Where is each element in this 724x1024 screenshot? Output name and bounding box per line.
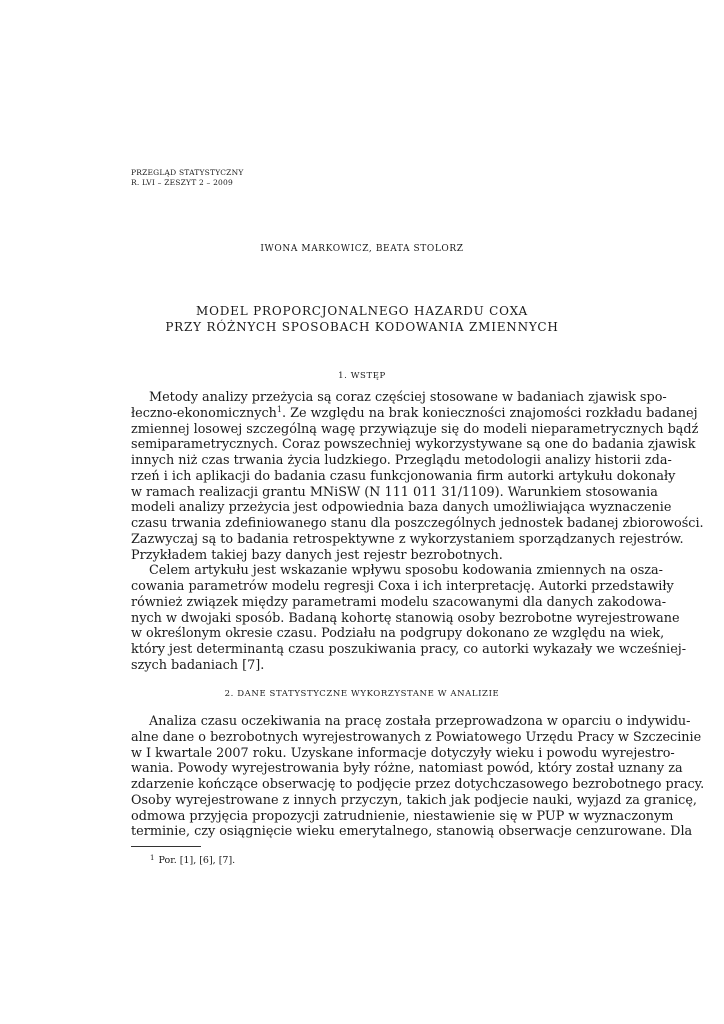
authors: IWONA MARKOWICZ, BEATA STOLORZ	[260, 244, 464, 254]
title-line-2: PRZY RÓŻNYCH SPOSOBACH KODOWANIA ZMIENNYCH	[165, 320, 559, 334]
paragraph-line: innych niż czas trwania życia ludzkiego. Przeglądu metodologii analizy historii zda-	[131, 453, 672, 468]
paragraph-line: Przykładem takiej bazy danych jest rejestr bezrobotnych.	[131, 547, 503, 563]
section-heading-introduction: 1. WSTĘP	[338, 371, 386, 381]
paragraph-line: alne dane o bezrobotnych wyrejestrowanych z Powiatowego Urzędu Pracy w Szczecinie	[131, 729, 702, 745]
line-fragment: łeczno-ekonomicznych	[131, 405, 277, 421]
paragraph-line: szych badaniach [7].	[131, 657, 265, 673]
paragraph-line: semiparametrycznych. Coraz powszechniej wykorzystywane są one do badania zjawisk	[131, 437, 696, 453]
paragraph-line: Analiza czasu oczekiwania na pracę została przeprowadzona w oparciu o indywidu-	[149, 714, 691, 729]
footnote-text: Por. [1], [6], [7].	[158, 855, 236, 866]
paragraph-line: Celem artykułu jest wskazanie wpływu sposobu kodowania zmiennych na osza-	[149, 563, 664, 579]
journal-name: PRZEGLĄD STATYSTYCZNY	[131, 168, 244, 177]
paragraph-line: również związek między parametrami modelu szacowanymi dla danych zakodowa-	[131, 594, 667, 610]
paragraph-line: w określonym okresie czasu. Podziału na podgrupy dokonano ze względu na wiek,	[131, 626, 665, 642]
footnote	[150, 852, 235, 867]
article-title	[131, 303, 593, 335]
paragraph-line: Zazwyczaj są to badania retrospektywne z wykorzystaniem sporządzanych rejestrów.	[131, 531, 684, 547]
paragraph-line: rzeń i ich aplikacji do badania czasu funkcjonowania firm autorki artykułu dokonały	[131, 468, 676, 484]
line-fragment: . Ze względu na brak konieczności znajomości rozkładu badanej	[282, 405, 698, 421]
journal-header	[131, 168, 243, 188]
paragraph-line: nych w dwojaki sposób. Badaną kohortę stanowią osoby bezrobotne wyrejestrowane	[131, 610, 680, 626]
section-heading-data: 2. DANE STATYSTYCZNE WYKORZYSTANE W ANALIZIE	[224, 689, 500, 699]
paragraph-line: który jest determinantą czasu poszukiwania pracy, co autorki wykazały we wcześniej-	[131, 642, 687, 657]
section-body-introduction	[131, 390, 704, 674]
section-body-data	[131, 714, 705, 840]
paragraph-line: zmiennej losowej szczególną wagę przywiązuje się do modeli nieparametrycznych bądź	[131, 421, 699, 437]
paragraph-line: w I kwartale 2007 roku. Uzyskane informacje dotyczyły wieku i powodu wyrejestro-	[131, 745, 675, 761]
footnote-reference: 1	[276, 404, 282, 414]
paragraph-line: zdarzenie kończące obserwację to podjęcie przez dotychczasowego bezrobotnego pracy.	[131, 777, 705, 792]
paragraph-line	[131, 404, 698, 422]
paragraph-line: Metody analizy przeżycia są coraz częściej stosowane w badaniach zjawisk spo-	[149, 390, 667, 405]
paragraph-line: czasu trwania zdefiniowanego stanu dla poszczególnych jednostek badanej zbiorowości.	[131, 516, 704, 531]
paragraph-line: wania. Powody wyrejestrowania były różne, natomiast powód, który został uznany za	[131, 761, 683, 777]
paragraph-line: odmowa przyjęcia propozycji zatrudnienie, niestawienie się w PUP w wyznaczonym	[131, 808, 674, 824]
footnote-divider	[131, 846, 201, 847]
paragraph-line: Osoby wyrejestrowane z innych przyczyn, takich jak podjecie nauki, wyjazd za granicę,	[131, 792, 697, 808]
paragraph-line: w ramach realizacji grantu MNiSW (N 111 011 31/1109). Warunkiem stosowania	[131, 484, 658, 500]
paragraph-line: modeli analizy przeżycia jest odpowiednia baza danych umożliwiająca wyznaczenie	[131, 500, 672, 516]
paragraph-line: terminie, czy osiągnięcie wieku emerytalnego, stanowią obserwacje cenzurowane. Dla	[131, 824, 693, 840]
paragraph-line: cowania parametrów modelu regresji Coxa i ich interpretację. Autorki przedstawiły	[131, 579, 674, 594]
journal-volume: R. LVI – ZESZYT 2 – 2009	[131, 178, 233, 187]
title-line-1: MODEL PROPORCJONALNEGO HAZARDU COXA	[196, 304, 528, 318]
footnote-mark: 1	[150, 854, 155, 862]
